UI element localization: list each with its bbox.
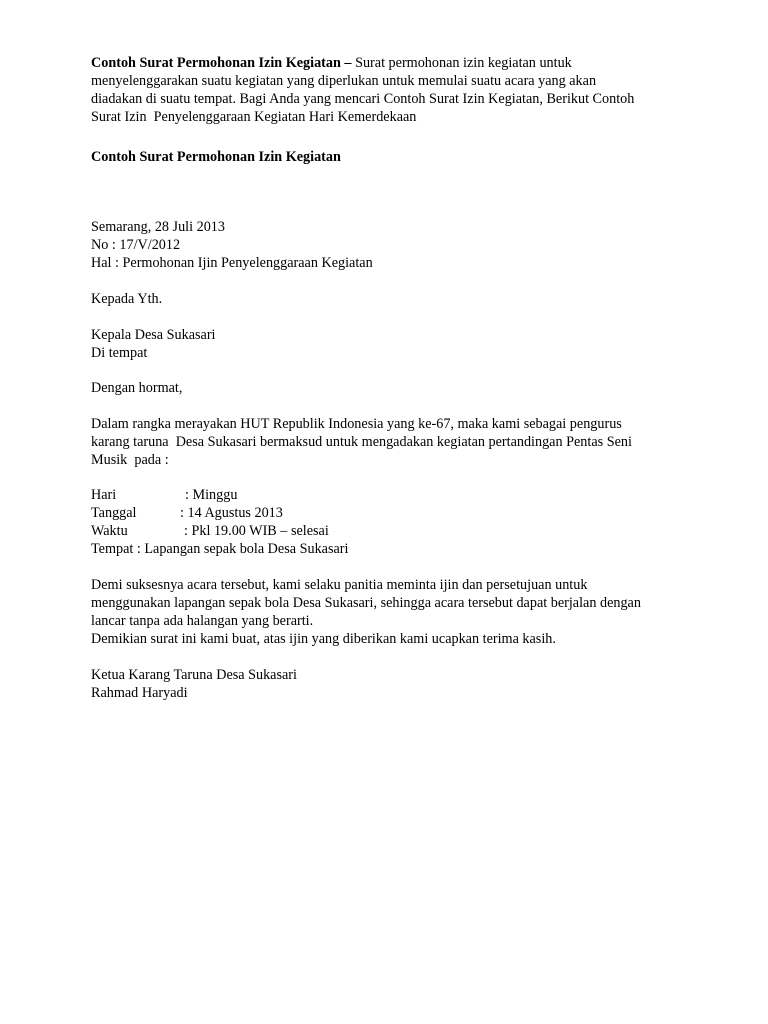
body2-line: Demi suksesnya acara tersebut, kami selaku panitia meminta ijin dan persetujuan untuk [91, 577, 588, 593]
recipient-place: Di tempat [91, 344, 148, 361]
recipient-name: Kepala Desa Sukasari [91, 327, 216, 343]
signer-name: Rahmad Haryadi [91, 684, 188, 701]
letter-number: No : 17/V/2012 [91, 236, 181, 253]
detail-tanggal [91, 505, 711, 523]
place-date: Semarang, 28 Juli 2013 [91, 219, 225, 235]
body2-line: lancar tanpa ada halangan yang berarti. [91, 612, 314, 629]
signer-title: Ketua Karang Taruna Desa Sukasari [91, 667, 297, 683]
detail-hari [91, 487, 711, 505]
signature-block [91, 667, 711, 703]
detail-waktu-value: : Pkl 19.00 WIB – selesai [184, 522, 329, 539]
intro-line-2: menyelenggarakan suatu kegiatan yang diperlukan untuk memulai suatu acara yang akan [91, 72, 597, 89]
letter-subject: Hal : Permohonan Ijin Penyelenggaraan Kegiatan [91, 254, 373, 271]
intro-line-4: Surat Izin Penyelenggaraan Kegiatan Hari Kemerdekaan [91, 108, 417, 125]
detail-hari-label: Hari [91, 487, 117, 503]
detail-tanggal-value: : 14 Agustus 2013 [180, 504, 283, 521]
intro-line-1-text: Surat permohonan izin kegiatan untuk [355, 55, 572, 71]
salutation: Dengan hormat, [91, 380, 183, 396]
intro-line-3: diadakan di suatu tempat. Bagi Anda yang mencari Contoh Surat Izin Kegiatan, Berikut Contoh [91, 90, 635, 107]
intro-dash: – [340, 55, 356, 71]
intro-line-1 [91, 55, 711, 73]
detail-tempat: Tempat : Lapangan sepak bola Desa Sukasari [91, 540, 349, 557]
letter-header [91, 219, 711, 273]
recipient-block [91, 327, 711, 363]
detail-waktu [91, 523, 711, 541]
event-details [91, 487, 711, 559]
intro-paragraph [91, 55, 711, 127]
body1-line: Dalam rangka merayakan HUT Republik Indonesia yang ke-67, maka kami sebagai pengurus [91, 416, 622, 432]
intro-title: Contoh Surat Permohonan Izin Kegiatan [91, 55, 341, 71]
detail-tanggal-label: Tanggal [91, 504, 137, 521]
body1-line: Musik pada : [91, 451, 169, 468]
addressee-line: Kepada Yth. [91, 291, 163, 307]
body2-line: menggunakan lapangan sepak bola Desa Sukasari, sehingga acara tersebut dapat berjalan dengan [91, 594, 641, 611]
body2-line: Demikian surat ini kami buat, atas ijin yang diberikan kami ucapkan terima kasih. [91, 630, 556, 647]
section-heading: Contoh Surat Permohonan Izin Kegiatan [91, 149, 341, 165]
detail-waktu-label: Waktu [91, 522, 128, 539]
body-paragraph-2 [91, 577, 711, 649]
detail-hari-value: : Minggu [185, 487, 238, 503]
body1-line: karang taruna Desa Sukasari bermaksud untuk mengadakan kegiatan pertandingan Pentas Seni [91, 433, 632, 450]
body-paragraph-1 [91, 416, 711, 470]
